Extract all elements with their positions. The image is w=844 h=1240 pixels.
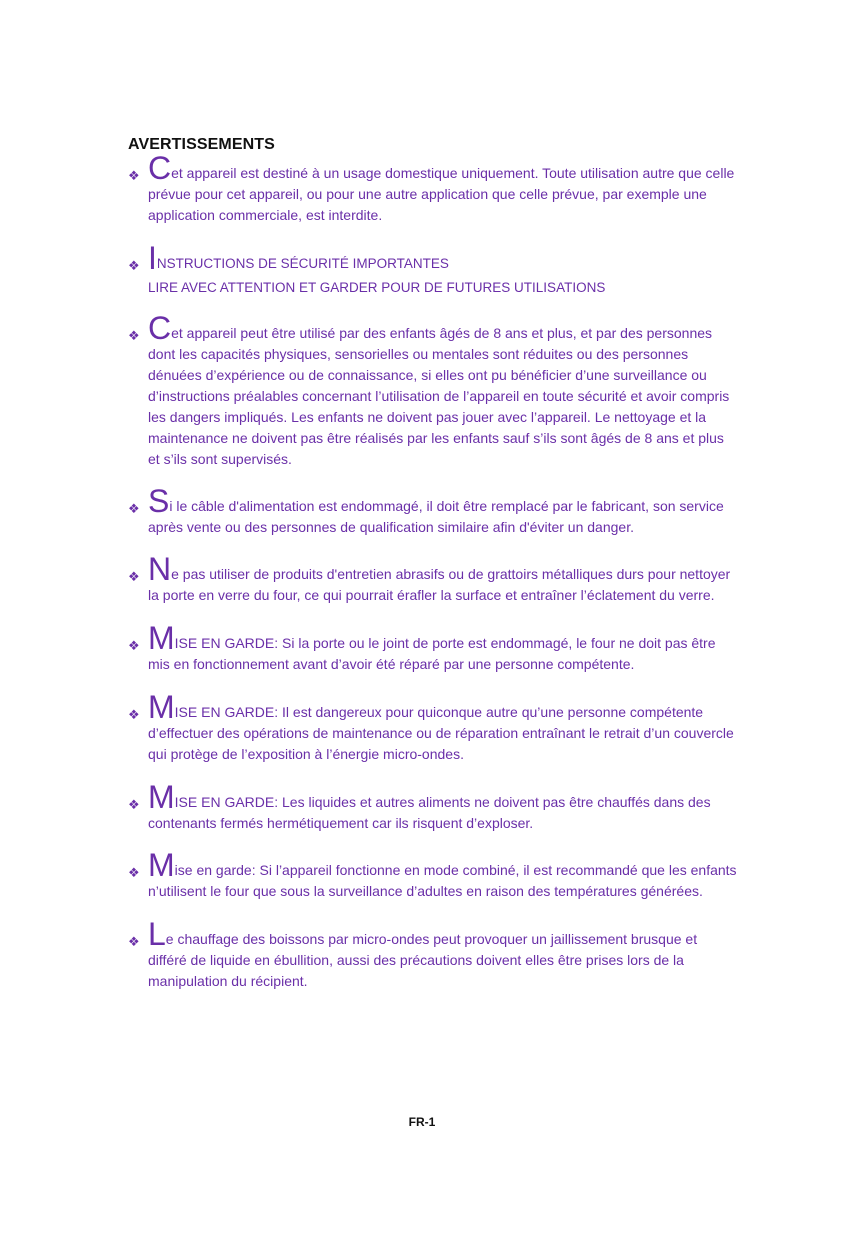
- diamond-bullet-icon: ❖: [128, 569, 140, 584]
- warning-item-combined-mode: [128, 847, 738, 902]
- diamond-bullet-icon: ❖: [128, 501, 140, 516]
- drop-cap: I: [148, 240, 157, 276]
- drop-cap: S: [148, 483, 170, 519]
- warning-text: et appareil peut être utilisé par des enfants âgés de 8 ans et plus, et par des personnes dont les capacités physiques, sensorielles ou mentales sont réduites ou des personnes dénuées d’expérience ou de connaissance, si elles ont pu bénéficier d’une surveillance ou d’instructions préalables concernant l’utilisation de l’appareil en toute sécurité et avoir compris les dangers impliqués. Les enfants ne doivent pas jouer avec l’appareil. Le nettoyage et la maintenance ne doivent pas être réalisés par les enfants sauf s’ils sont âgés de 8 ans et plus et s’ils sont supervisés.: [148, 325, 730, 467]
- warning-text: ise en garde: Si l’appareil fonctionne en mode combiné, il est recommandé que les enfants n’utilisent le four que sous la surveillance d’adultes en raison des températures générées.: [148, 862, 737, 899]
- warning-text: ISE EN GARDE: Les liquides et autres aliments ne doivent pas être chauffés dans des contenants fermés hermétiquement car ils risquent d’exploser.: [148, 794, 711, 831]
- drop-cap: L: [148, 916, 166, 952]
- warning-text: ISE EN GARDE: Il est dangereux pour quiconque autre qu’une personne compétente d’effectuer des opérations de maintenance ou de réparation entraînant le retrait d’un couvercle qui protège de l’exposition à l’énergie micro-ondes.: [148, 704, 734, 762]
- warning-item-maintenance-danger: [128, 689, 738, 765]
- section-heading: AVERTISSEMENTS: [128, 136, 275, 153]
- page-number: FR-1: [408, 1115, 436, 1129]
- warning-text: et appareil est destiné à un usage domestique uniquement. Toute utilisation autre que celle prévue pour cet appareil, ou pour une autre application que celle prévue, par exemple une application commerciale, est interdite.: [148, 165, 735, 223]
- drop-cap: N: [148, 551, 172, 587]
- warning-item-damaged-door: [128, 620, 738, 675]
- warning-text: i le câble d'alimentation est endommagé, il doit être remplacé par le fabricant, son service après vente ou des personnes de qualification similaire afin d'éviter un danger.: [148, 498, 724, 535]
- warning-item-power-cable: [128, 483, 738, 538]
- warning-text: e chauffage des boissons par micro-ondes peut provoquer un jaillissement brusque et différé de liquide en ébullition, aussi des précautions doivent elles être prises lors de la manipulation du récipient.: [148, 931, 698, 989]
- diamond-bullet-icon: ❖: [128, 168, 140, 183]
- warning-item-domestic-use: [128, 150, 738, 226]
- warnings-list: [128, 150, 738, 992]
- diamond-bullet-icon: ❖: [128, 638, 140, 653]
- diamond-bullet-icon: ❖: [128, 797, 140, 812]
- drop-cap: M: [148, 689, 175, 725]
- warning-item-glass-door-cleaning: [128, 551, 738, 606]
- drop-cap: C: [148, 310, 172, 346]
- drop-cap: M: [148, 620, 175, 656]
- warning-text: ISE EN GARDE: Si la porte ou le joint de porte est endommagé, le four ne doit pas être mis en fonctionnement avant d’avoir été réparé par une personne compétente.: [148, 635, 716, 672]
- drop-cap: M: [148, 779, 175, 815]
- warning-text-line2: LIRE AVEC ATTENTION ET GARDER POUR DE FUTURES UTILISATIONS: [148, 280, 606, 295]
- diamond-bullet-icon: ❖: [128, 934, 140, 949]
- warning-text: NSTRUCTIONS DE SÉCURITÉ IMPORTANTES: [156, 256, 449, 271]
- drop-cap: M: [148, 847, 175, 883]
- diamond-bullet-icon: ❖: [128, 707, 140, 722]
- warning-item-safety-instructions: [128, 240, 738, 298]
- warning-item-boiling-liquids: [128, 916, 738, 992]
- warning-item-sealed-containers: [128, 779, 738, 834]
- drop-cap: C: [148, 150, 172, 186]
- diamond-bullet-icon: ❖: [128, 258, 140, 273]
- diamond-bullet-icon: ❖: [128, 328, 140, 343]
- warning-item-children-use: [128, 310, 738, 470]
- diamond-bullet-icon: ❖: [128, 865, 140, 880]
- warning-text: e pas utiliser de produits d'entretien abrasifs ou de grattoirs métalliques durs pour nettoyer la porte en verre du four, ce qui pourrait érafler la surface et entraîner l’éclatement du verre.: [148, 566, 731, 603]
